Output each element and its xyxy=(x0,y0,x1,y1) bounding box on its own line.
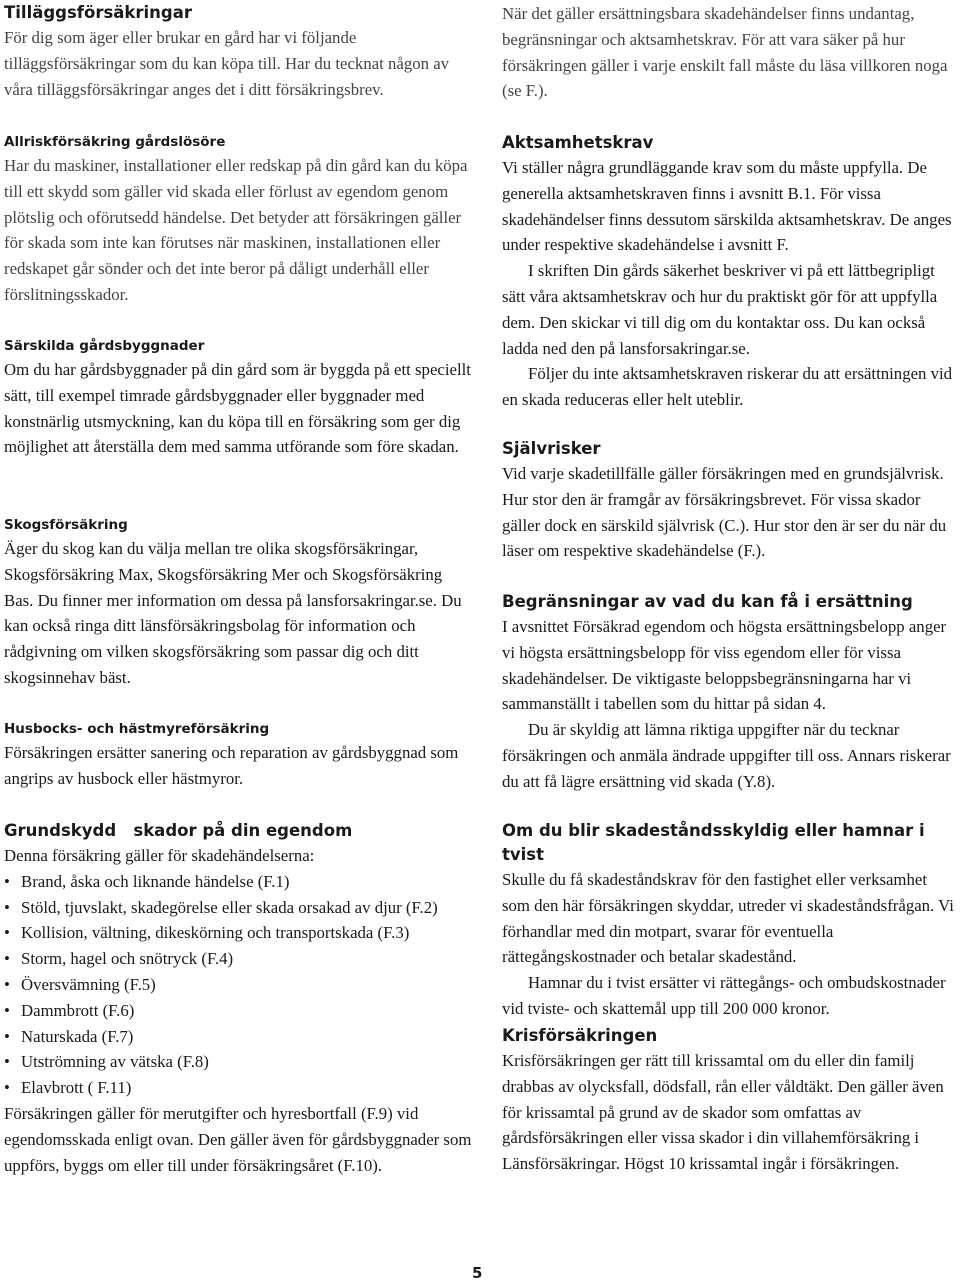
section-tillaggsforsakringar xyxy=(4,1,474,102)
section-sjalvrisker xyxy=(502,437,954,564)
bullet: • xyxy=(4,1078,10,1098)
section-skadestand xyxy=(502,819,954,1022)
heading-sjalvrisker: Självrisker xyxy=(502,439,601,458)
paragraph: För dig som äger eller brukar en gård har vi följande tilläggsförsäkringar som du kan köpa till. Har du tecknat någon av våra tilläggsförsäkringar anges det i ditt försäkringsbrev. xyxy=(4,28,450,99)
list-item: • Översvämning (F.5) xyxy=(4,972,474,998)
list-item: • Storm, hagel och snötryck (F.4) xyxy=(4,946,474,972)
list-item: • Elavbrott ( F.11) xyxy=(4,1075,474,1101)
paragraph: Krisförsäkringen ger rätt till krissamtal om du eller din familj drabbas av olycksfall, dödsfall, rån eller våldtäkt. Den gäller även för krissamtal på grund av de skador som omfattas av gårdsförsäkringen eller vissa skador i din villahemförsäkring i Länsförsäkringar. Högst 10 krissamtal ingår i försäkringen. xyxy=(502,1051,944,1174)
paragraph: Försäkringen ersätter sanering och reparation av gårdsbyggnad som angrips av husbock eller hästmyror. xyxy=(4,743,459,788)
list-item: • Dammbrott (F.6) xyxy=(4,998,474,1024)
paragraph: Vid varje skadetillfälle gäller försäkringen med en grundsjälvrisk. Hur stor den är framgår av försäkringsbrevet. För vissa skador gäller dock en särskild självrisk (C.). Hur stor den är ser du när du läser om respektive skadehändelse (F.). xyxy=(502,464,947,561)
bullet: • xyxy=(4,974,10,994)
section-aktsamhetskrav xyxy=(502,131,954,413)
list-item: • Naturskada (F.7) xyxy=(4,1024,474,1050)
bullet: • xyxy=(4,897,10,917)
bullet: • xyxy=(4,1000,10,1020)
paragraph: Hamnar du i tvist ersätter vi rättegångs- och ombudskostnader vid tviste- och skattemål upp till 200 000 kronor. xyxy=(502,973,946,1018)
bullet: • xyxy=(4,923,10,943)
paragraph: När det gäller ersättningsbara skadehändelser finns undantag, begränsningar och aktsamhetskrav. För att vara säker på hur försäkringen gäller i varje enskilt fall måste du läsa villkoren noga (se F.). xyxy=(502,4,948,101)
heading-begransningar: Begränsningar av vad du kan få i ersättning xyxy=(502,592,913,611)
paragraph: Äger du skog kan du välja mellan tre olika skogsförsäkringar, Skogsförsäkring Max, Skogsförsäkring Mer och Skogsförsäkring Bas. Du finner mer information om dessa på lansforsakringar.se. Du kan också ringa ditt länsförsäkringsbolag för information och rådgivning om vilken skogsförsäkring som passar dig och ditt skogsinnehav bäst. xyxy=(4,539,462,687)
section-allrisk xyxy=(4,131,474,308)
paragraph: I avsnittet Försäkrad egendom och högsta ersättningsbelopp anger vi högsta ersättningsbelopp för viss egendom eller för vissa skadehändelser. De viktigaste beloppsbegränsningarna har vi sammanställt i tabellen som du hittar på sidan 4. xyxy=(502,617,947,714)
bullet: • xyxy=(4,871,10,891)
list-item: • Utströmning av vätska (F.8) xyxy=(4,1049,474,1075)
section-skogsforsakring xyxy=(4,514,474,691)
bullet: • xyxy=(4,1026,10,1046)
paragraph: Om du har gårdsbyggnader på din gård som är byggda på ett speciellt sätt, till exempel timrade gårdsbyggnader eller byggnader med konstnärlig utsmyckning, kan du köpa till en försäkring som ger dig möjlighet att återställa dem med samma utförande som före skadan. xyxy=(4,360,471,457)
section-grundskydd xyxy=(4,819,474,1178)
paragraph: Har du maskiner, installationer eller redskap på din gård kan du köpa till ett skydd som gäller vid skada eller förlust av egendom genom plötslig och oförutsedd händelse. Det betyder att försäkringen gäller för skada som inte kan förutses när maskinen, installationen eller redskapet går sönder och det inte beror på dåligt underhåll eller förslitningsskador. xyxy=(4,156,468,304)
paragraph: I skriften Din gårds säkerhet beskriver vi på ett lättbegripligt sätt våra aktsamhetskrav och hur du praktiskt gör för att uppfylla dem. Den skickar vi till dig om du kontaktar oss. Du kan också ladda ned den på lansforsakringar.se. xyxy=(502,261,938,358)
grundskydd-outro: Försäkringen gäller för merutgifter och hyresbortfall (F.9) vid egendomsskada enligt ovan. Den gäller även för gårdsbyggnader som uppförs, byggs om eller till under försäkringsåret (F.10). xyxy=(4,1103,472,1175)
page-number: 5 xyxy=(472,1264,483,1282)
section-intro-undantag xyxy=(502,1,954,104)
list-item: • Kollision, vältning, dikeskörning och transportskada (F.3) xyxy=(4,920,474,946)
section-krisforsakringen xyxy=(502,1024,954,1177)
damage-event-list xyxy=(4,869,474,1101)
bullet: • xyxy=(4,1052,10,1072)
grundskydd-intro: Denna försäkring gäller för skadehändelserna: xyxy=(4,846,315,865)
section-sarskilda-gardsbyggnader xyxy=(4,335,474,460)
list-item: • Stöld, tjuvslakt, skadegörelse eller skada orsakad av djur (F.2) xyxy=(4,895,474,921)
section-husbock xyxy=(4,718,474,792)
heading-husbock: Husbocks- och hästmyreförsäkring xyxy=(4,721,270,737)
heading-grundskydd: Grundskydd skador på din egendom xyxy=(4,821,353,840)
paragraph: Vi ställer några grundläggande krav som du måste uppfylla. De generella aktsamhetskraven finns i avsnitt B.1. För vissa skadehändelser finns dessutom särskilda aktsamhetskrav. De anges under respektive skadehändelse i avsnitt F. xyxy=(502,158,952,255)
paragraph: Skulle du få skadeståndskrav för den fastighet eller verksamhet som den här försäkringen skyddar, utreder vi skadeståndsfrågan. Vi förhandlar med din motpart, svarar för eventuella rättegångskostnader och betalar skadestånd. xyxy=(502,870,954,967)
heading-skogsforsakring: Skogsförsäkring xyxy=(4,517,128,533)
paragraph: Du är skyldig att lämna riktiga uppgifter när du tecknar försäkringen och anmäla ändrade uppgifter till oss. Annars riskerar du att få lägre ersättning vid skada (Y.8). xyxy=(502,720,951,791)
heading-sarskilda-gardsbyggnader: Särskilda gårdsbyggnader xyxy=(4,338,205,354)
heading-allrisk: Allriskförsäkring gårdslösöre xyxy=(4,134,226,150)
heading-skadestand: Om du blir skadeståndsskyldig eller hamnar i tvist xyxy=(502,821,925,864)
list-item: • Brand, åska och liknande händelse (F.1) xyxy=(4,869,474,895)
heading-tillaggsforsakringar: Tilläggsförsäkringar xyxy=(4,3,193,22)
section-begransningar xyxy=(502,590,954,795)
bullet: • xyxy=(4,949,10,969)
heading-aktsamhetskrav: Aktsamhetskrav xyxy=(502,133,654,152)
heading-krisforsakringen: Krisförsäkringen xyxy=(502,1026,658,1045)
paragraph: Följer du inte aktsamhetskraven riskerar du att ersättningen vid en skada reduceras eller helt uteblir. xyxy=(502,364,953,410)
